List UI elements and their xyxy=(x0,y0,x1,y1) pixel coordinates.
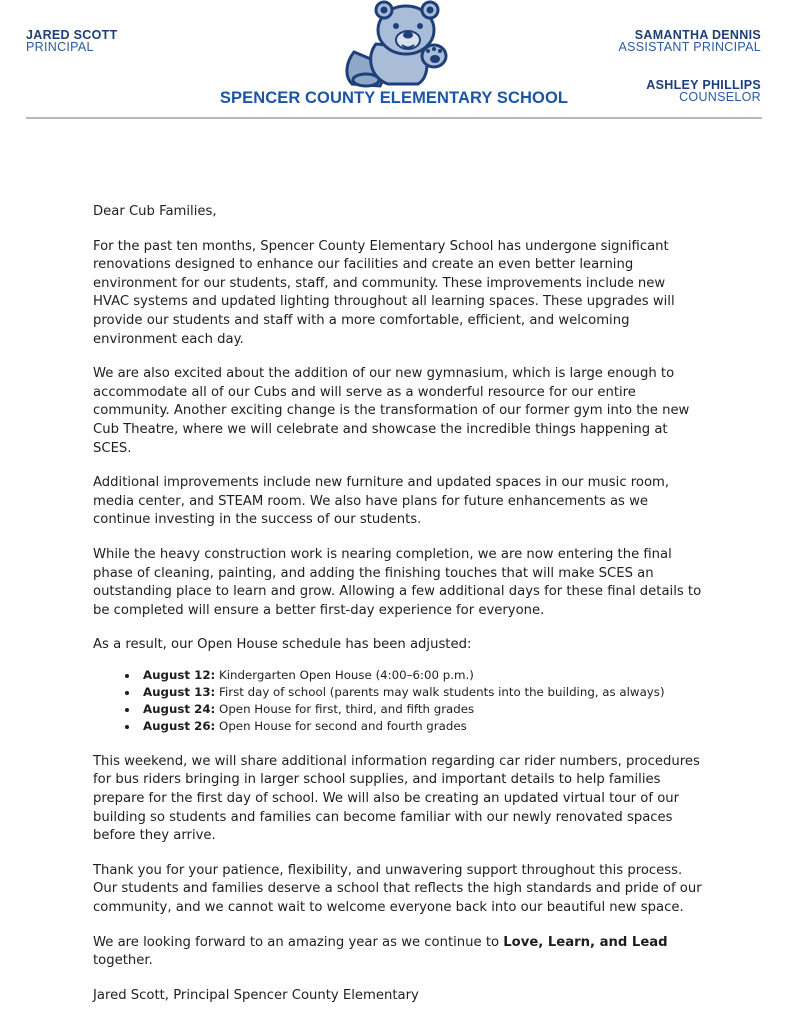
schedule-item xyxy=(139,684,703,701)
schedule-text: Kindergarten Open House (4:00–6:00 p.m.) xyxy=(215,667,474,682)
greeting: Dear Cub Families, xyxy=(93,204,217,219)
counselor-title: COUNSELOR xyxy=(679,90,761,104)
counselor-name: ASHLEY PHILLIPS xyxy=(646,78,761,92)
paragraph-closing xyxy=(93,934,703,971)
assistant-principal-title: ASSISTANT PRINCIPAL xyxy=(618,40,761,54)
schedule-item xyxy=(139,701,703,718)
schedule-text: Open House for first, third, and fifth grades xyxy=(215,701,475,716)
paragraph-weekend-info: This weekend, we will share additional information regarding car rider numbers, procedures for bus riders bringing in larger school supplies, and important details to help families prepare for the first day of school. We will also be creating an updated virtual tour of our building so students and families can become familiar with our newly renovated spaces before they arrive. xyxy=(93,753,700,844)
schedule-date: August 13: xyxy=(143,684,216,699)
open-house-schedule xyxy=(93,667,703,735)
schedule-text: Open House for second and fourth grades xyxy=(215,718,467,733)
schedule-item xyxy=(139,667,703,684)
school-name: SPENCER COUNTY ELEMENTARY SCHOOL xyxy=(219,89,569,107)
paragraph-construction: While the heavy construction work is nearing completion, we are now entering the final phase of cleaning, painting, and adding the finishing touches that will make SCES an outstanding place to learn and grow. Allowing a few additional days for these final details to be completed will ensure a better first-day experience for everyone. xyxy=(93,546,702,618)
schedule-item xyxy=(139,718,703,735)
paragraph-schedule-intro: As a result, our Open House schedule has been adjusted: xyxy=(93,637,472,653)
closing-text: We are looking forward to an amazing year as we continue to xyxy=(93,934,504,950)
header-divider xyxy=(26,117,762,119)
paragraph-gymnasium: We are also excited about the addition of our new gymnasium, which is large enough to accommodate all of our Cubs and will serve as a wonderful resource for our entire community. Another exciting change is the transformation of our former gym into the new Cub Theatre, where we will celebrate and showcase the incredible things happening at SCES. xyxy=(93,366,690,456)
letter-body xyxy=(93,203,703,1021)
schedule-text: First day of school (parents may walk students into the building, as always) xyxy=(215,684,665,699)
bear-cub-mascot-icon xyxy=(336,0,452,88)
signature: Jared Scott, Principal Spencer County Elementary xyxy=(93,987,419,1003)
paragraph-renovations: For the past ten months, Spencer County Elementary School has undergone significant renovations designed to enhance our facilities and create an even better learning environment for our students, staff, and community. These improvements include new HVAC systems and updated lighting throughout all learning spaces. These upgrades will provide our students and staff with a more comfortable, efficient, and welcoming environment each day. xyxy=(93,238,675,347)
schedule-date: August 26: xyxy=(143,718,216,733)
principal-block xyxy=(26,29,118,53)
paragraph-thank-you: Thank you for your patience, flexibility, and unwavering support throughout this process. Our students and families deserve a school that reflects the high standards and pride of our community, and we cannot wait to welcome everyone back into our beautiful new space. xyxy=(93,862,702,916)
assistant-principal-name: SAMANTHA DENNIS xyxy=(634,28,761,42)
assistant-principal-block xyxy=(618,29,761,53)
motto: Love, Learn, and Lead xyxy=(503,934,668,950)
schedule-date: August 24: xyxy=(143,701,216,716)
principal-name: JARED SCOTT xyxy=(26,28,118,42)
closing-text-end: together. xyxy=(93,953,153,969)
paragraph-improvements: Additional improvements include new furniture and updated spaces in our music room, media center, and STEAM room. We also have plans for future enhancements as we continue investing in the success of our students. xyxy=(93,475,670,528)
schedule-date: August 12: xyxy=(143,667,216,682)
principal-title: PRINCIPAL xyxy=(26,40,94,54)
